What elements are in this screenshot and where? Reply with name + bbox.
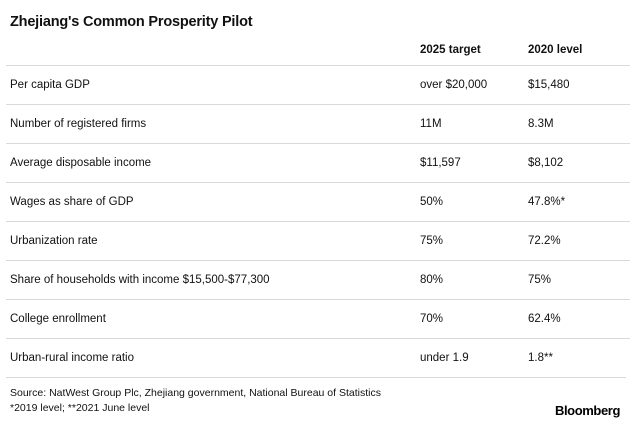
row-label: Urbanization rate (6, 222, 420, 261)
column-header-2025-target: 2025 target (420, 44, 481, 56)
bloomberg-logo: Bloomberg (554, 403, 620, 418)
table-row (6, 183, 630, 222)
row-value-2025: 50% (420, 183, 528, 222)
row-value-2020: $15,480 (528, 66, 630, 105)
table-header-row (6, 42, 630, 66)
row-label: Wages as share of GDP (6, 183, 420, 222)
table-header (6, 42, 630, 66)
table-row (6, 144, 630, 183)
table-row (6, 222, 630, 261)
row-value-2020: 75% (528, 261, 630, 300)
table-row (6, 66, 630, 105)
row-label: Average disposable income (6, 144, 420, 183)
row-value-2025: under 1.9 (420, 339, 528, 378)
table-body (6, 66, 630, 378)
table-row (6, 339, 630, 378)
row-value-2020: 62.4% (528, 300, 630, 339)
column-header-2020-level: 2020 level (528, 44, 583, 56)
row-value-2025: 11M (420, 105, 528, 144)
footer (10, 386, 381, 416)
row-label: Urban-rural income ratio (6, 339, 420, 378)
table-row (6, 105, 630, 144)
row-label: Share of households with income $15,500-$77,300 (6, 261, 420, 300)
column-header-metric (6, 42, 420, 66)
source-text: Source: NatWest Group Plc, Zhejiang government, National Bureau of Statistics (10, 387, 381, 399)
row-value-2025: over $20,000 (420, 66, 528, 105)
data-table (6, 42, 630, 377)
row-value-2020: 47.8%* (528, 183, 630, 222)
page-title: Zhejiang's Common Prosperity Pilot (10, 14, 253, 30)
row-label: Per capita GDP (6, 66, 420, 105)
row-value-2020: 8.3M (528, 105, 630, 144)
row-value-2025: 75% (420, 222, 528, 261)
row-value-2020: 1.8** (528, 339, 630, 378)
table-row (6, 300, 630, 339)
row-value-2020: 72.2% (528, 222, 630, 261)
footnote-text: *2019 level; **2021 June level (10, 402, 150, 414)
row-value-2025: 80% (420, 261, 528, 300)
row-value-2020: $8,102 (528, 144, 630, 183)
row-label: College enrollment (6, 300, 420, 339)
row-value-2025: $11,597 (420, 144, 528, 183)
row-value-2025: 70% (420, 300, 528, 339)
table-row (6, 261, 630, 300)
row-label: Number of registered firms (6, 105, 420, 144)
footer-divider (6, 377, 626, 378)
